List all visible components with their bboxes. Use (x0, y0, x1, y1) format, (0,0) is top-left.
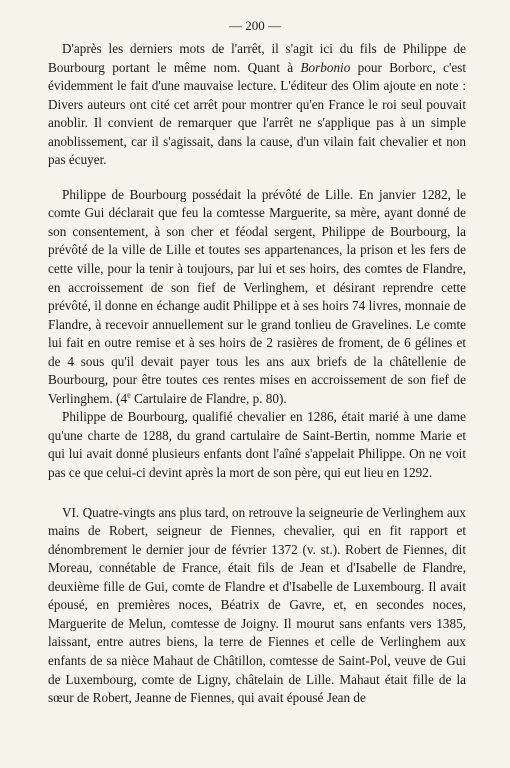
paragraph (48, 40, 466, 170)
text-run: Philippe de Bourbourg possédait la prévôté de Lille. En janvier 1282, le comte Gui déclarait que feu la comtesse Marguerite, sa mère, ayant donné de son consentement, à son cher et féodal sergent, Philippe de Bourbourg, la prévôté de la ville de Lille et toutes ses appartenances, la prison et les fers de cette ville, pour la tenir à toujours, par lui et ses hoirs, des comtes de Flandre, en accroissement de son fief de Verlinghem, et désirant reprendre cette prévôté, il donne en échange audit Philippe et à ses hoirs 74 livres, monnaie de Flandre, à recevoir annuellement sur le grand tonlieu de Gravelines. Le comte lui fait en outre remise et à ses hoirs de 2 rasières de froment, de 6 gélines et de 4 sous qu'il devait payer tous les ans aux briefs de la châtellenie de Bourbourg, pour être toutes ces rentes mises en accroissement de son fief de Verlinghem. (4 (48, 186, 466, 406)
page-number: — 200 — (229, 18, 281, 33)
text-run: VI. Quatre-vingts ans plus tard, on retrouve la seigneurie de Verlinghem aux mains de Robert, seigneur de Fiennes, chevalier, qui en fit rapport et dénombrement le dernier jour de février 1372 (v. st.). Robert de Fiennes, dit Moreau, connétable de France, était fils de Jean et d'Isabelle de Flandre, deuxième fille de Gui, comte de Flandre et d'Isabelle de Luxembourg. Il avait épousé, en premières noces, Béatrix de Gavre, et, en secondes noces, Marguerite de Melun, comtesse de Joigny. Il mourut sans enfants vers 1385, laissant, entre autres biens, la terre de Fiennes et celle de Verlinghem aux enfants de sa nièce Mahaut de Châtillon, comtesse de Saint-Pol, veuve de Gui de Luxembourg, comte de Ligny, châtelain de Lille. Mahaut était fille de la sœur de Robert, Jeanne de Fiennes, qui avait épousé Jean de (48, 504, 466, 706)
text-run: pour Borborc, c'est évidemment le fait d'une mauvaise lecture. L'éditeur des Olim ajoute en note : Divers auteurs ont cité cet arrêt pour montrer qu'en France le roi seul pouvait anoblir. Il convient de remarquer que l'arrêt ne s'applique pas à un simple anoblissement, car il s'agissait, dans la cause, d'un vilain fait chevalier et non pas écuyer. (48, 59, 466, 168)
paragraph (48, 186, 466, 409)
superscript-text: e (127, 390, 131, 400)
text-run: D'après les derniers mots de l'arrêt, il s'agit ici du fils de Philippe de Bourbourg portant le même nom. Quant à (48, 41, 466, 75)
italic-text: Borbonio (300, 59, 351, 75)
text-run: Cartulaire de Flandre, p. 80). (130, 390, 287, 406)
paragraph (48, 504, 466, 708)
section-gap (48, 483, 466, 498)
text-run: Philippe de Bourbourg, qualifié chevalier en 1286, était marié à une dame qu'une charte de 1288, du grand cartulaire de Saint-Bertin, nomme Marie et qui lui avait donné plusieurs enfants dont l'aîné s'appelait Philippe. On ne voit pas ce que celui-ci devint après la mort de son père, qui eut lieu en 1292. (48, 409, 466, 481)
paragraph (48, 408, 466, 482)
body-text (48, 40, 466, 708)
